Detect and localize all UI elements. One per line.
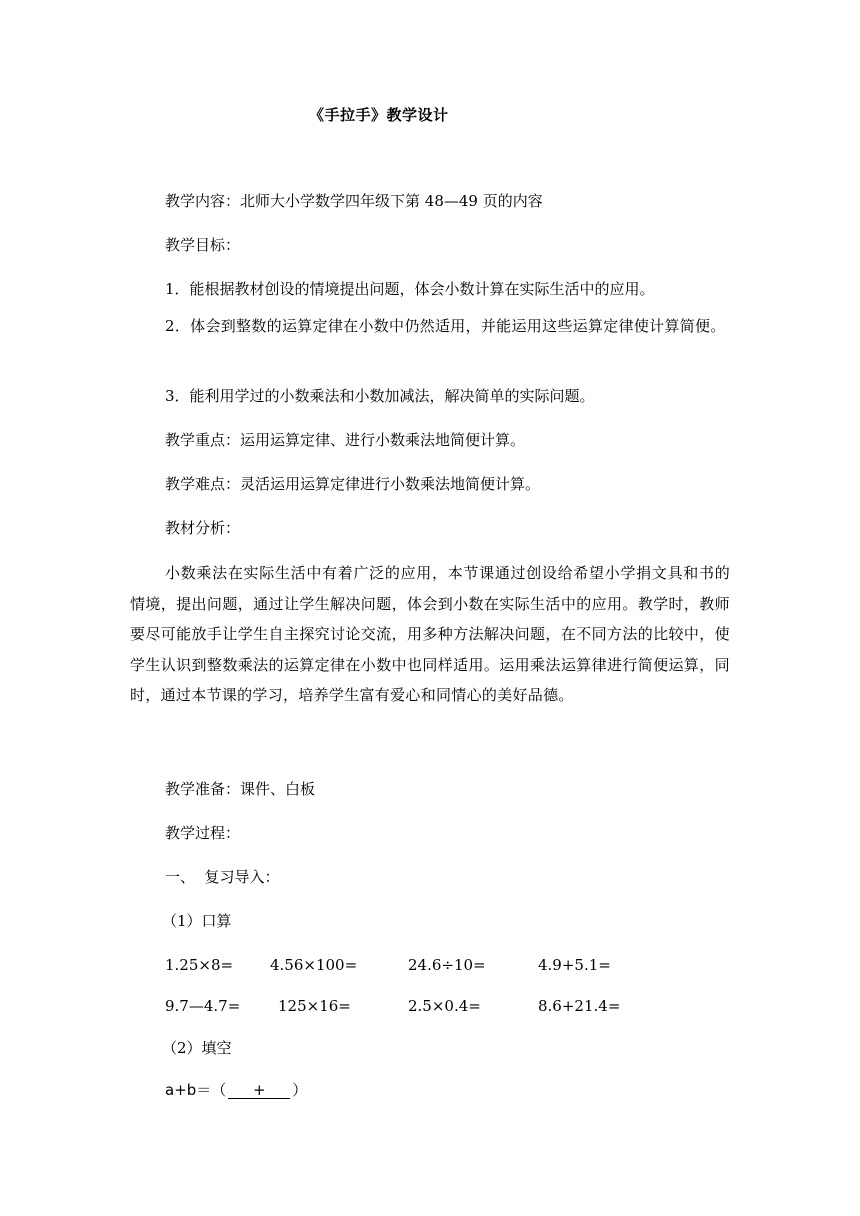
goal-item-1: 1．能根据教材创设的情境提出问题，体会小数计算在实际生活中的应用。 <box>165 280 655 298</box>
goal-item-2: 2．体会到整数的运算定律在小数中仍然适用，并能运用这些运算定律使计算简便。 <box>165 317 726 335</box>
difficulty: 教学难点：灵活运用运算定律进行小数乘法地简便计算。 <box>165 475 541 493</box>
oral-calc-label: （1）口算 <box>162 912 232 930</box>
process-label: 教学过程： <box>165 824 241 842</box>
fill-blank-formula <box>165 1079 307 1100</box>
oral-calc-item: 8.6+21.4= <box>538 997 621 1015</box>
section-heading: 一、 复习导入： <box>165 868 280 886</box>
fill-blank-label: （2）填空 <box>162 1039 232 1057</box>
analysis-paragraph: 小数乘法在实际生活中有着广泛的应用，本节课通过创设给希望小学捐文具和书的情境，提出问题，通过让学生解决问题，体会到小数在实际生活中的应用。教学时，教师要尽可能放手让学生自主探究讨论交流，用多种方法解决问题，在不同方法的比较中，使学生认识到整数乘法的运算定律在小数中也同样适用。运用乘法运算律进行简便运算，同时，通过本节课的学习，培养学生富有爱心和同情心的美好品德。 <box>130 564 730 704</box>
goal-item-3: 3．能利用学过的小数乘法和小数加减法，解决简单的实际问题。 <box>165 387 595 405</box>
teaching-content: 教学内容：北师大小学数学四年级下第 48—49 页的内容 <box>165 192 543 210</box>
goals-label: 教学目标： <box>165 236 241 254</box>
oral-calc-item: 4.9+5.1= <box>538 956 611 974</box>
document-title: 《手拉手》教学设计 <box>309 106 449 124</box>
oral-calc-item: 125×16= <box>278 997 351 1015</box>
oral-calc-item: 1.25×8= <box>165 956 234 974</box>
oral-calc-item: 4.56×100= <box>270 956 358 974</box>
oral-calc-item: 2.5×0.4= <box>408 997 481 1015</box>
answer-blank: + <box>228 1082 290 1099</box>
oral-calc-item: 24.6÷10= <box>408 956 486 974</box>
formula-right: ） <box>292 1081 308 1099</box>
formula-left: a+b＝（ <box>165 1081 227 1099</box>
analysis-label: 教材分析： <box>165 519 241 537</box>
oral-calc-item: 9.7—4.7= <box>165 997 241 1015</box>
preparation: 教学准备：课件、白板 <box>165 780 316 798</box>
key-point: 教学重点：运用运算定律、进行小数乘法地简便计算。 <box>165 431 526 449</box>
